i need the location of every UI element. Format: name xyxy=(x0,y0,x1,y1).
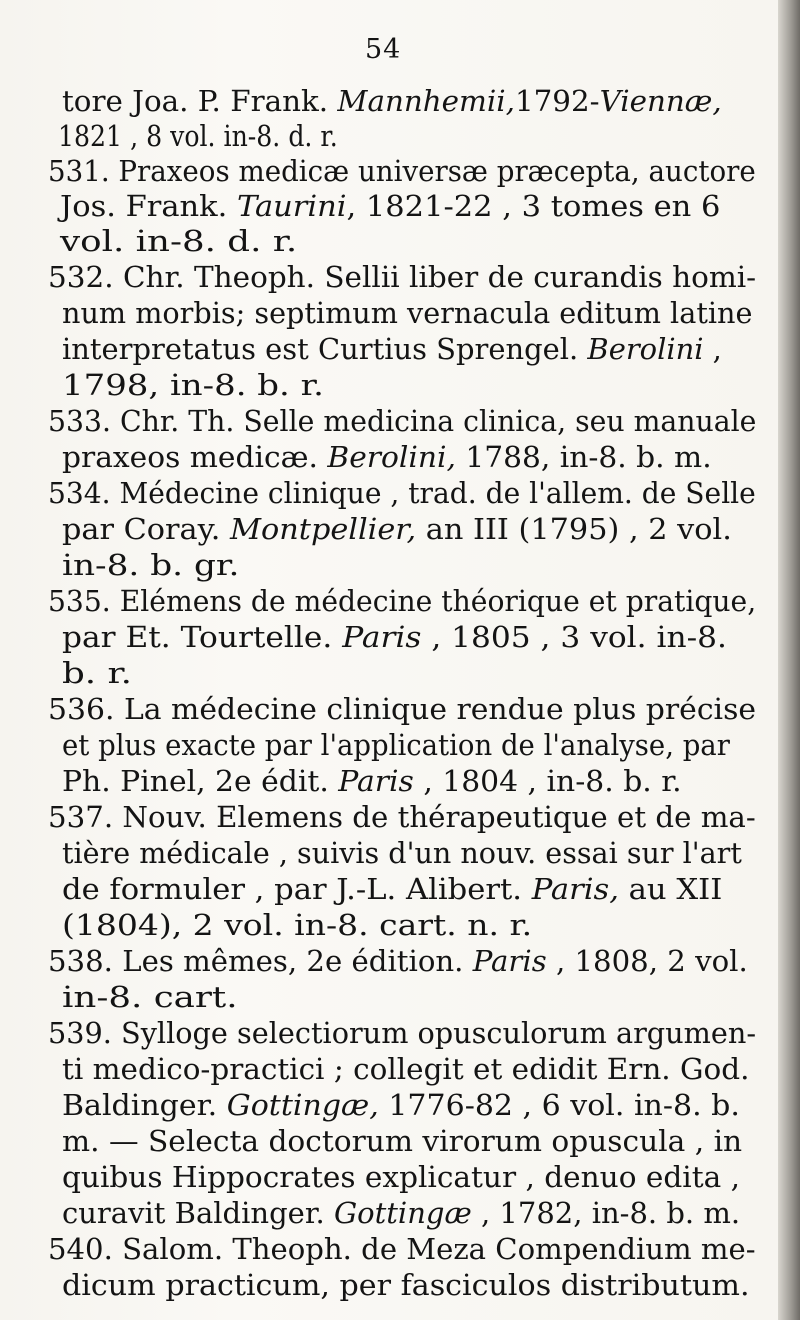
text-line xyxy=(48,154,756,190)
text-line xyxy=(62,440,712,476)
text-line xyxy=(60,224,297,260)
text-segment: 532. Chr. Theoph. Sellii liber de curandis homi- xyxy=(48,261,757,294)
text-segment: ti medico-practici ; collegit et edidit Ern. God. xyxy=(62,1053,750,1086)
text-segment: 534. Médecine clinique , trad. de l'allem. de Selle xyxy=(48,477,756,510)
text-segment: curavit Baldinger. xyxy=(62,1197,334,1230)
text-segment: interpretatus est Curtius Sprengel. xyxy=(62,333,588,366)
text-segment: 538. Les mêmes, 2e édition. xyxy=(48,945,473,978)
italic-place-name: Viennæ, xyxy=(599,85,722,118)
text-line xyxy=(48,692,756,728)
text-line xyxy=(62,1160,740,1196)
italic-place-name: Taurini xyxy=(237,190,347,223)
text-line xyxy=(62,1124,742,1160)
text-line xyxy=(48,944,748,980)
text-segment: , 1821-22 , 3 tomes en 6 xyxy=(346,190,721,223)
text-segment: par Coray. xyxy=(62,513,230,546)
text-line xyxy=(62,1088,740,1124)
text-segment: tore Joa. P. Frank. xyxy=(62,85,338,118)
text-segment: vol. in-8. d. r. xyxy=(60,225,298,258)
text-line xyxy=(62,1268,750,1304)
text-segment: Jos. Frank. xyxy=(60,190,238,223)
text-segment: an III (1795) , 2 vol. xyxy=(416,513,732,546)
text-segment: 531. Praxeos medicæ universæ præcepta, auctore xyxy=(48,155,756,188)
text-segment: , 1782, in-8. b. m. xyxy=(471,1197,741,1230)
text-line xyxy=(62,548,239,584)
text-line xyxy=(62,332,722,368)
text-line xyxy=(60,189,720,225)
text-line xyxy=(48,1232,756,1268)
italic-place-name: Gottingæ xyxy=(333,1197,472,1230)
text-line xyxy=(48,404,756,440)
text-segment: 540. Salom. Theoph. de Meza Compendium me- xyxy=(48,1233,756,1266)
text-segment: de formuler , par J.-L. Alibert. xyxy=(62,873,532,906)
text-segment: , 1804 , in-8. b. r. xyxy=(413,765,682,798)
text-segment: 537. Nouv. Elemens de thérapeutique et de ma- xyxy=(48,801,756,834)
italic-place-name: Paris xyxy=(472,945,547,978)
italic-place-name: Paris xyxy=(342,621,422,654)
text-segment: tière médicale , suivis d'un nouv. essai sur l'art xyxy=(62,837,742,870)
text-segment: Baldinger. xyxy=(62,1089,227,1122)
text-segment: b. r. xyxy=(62,657,132,690)
text-line xyxy=(62,84,722,120)
italic-place-name: Montpellier, xyxy=(229,513,417,546)
italic-place-name: Mannhemii, xyxy=(337,85,515,118)
page-edge-shadow xyxy=(778,0,800,1320)
text-segment: 1788, in-8. b. m. xyxy=(455,441,712,474)
text-segment: in-8. b. gr. xyxy=(62,549,240,582)
text-line xyxy=(62,296,752,332)
italic-place-name: Paris, xyxy=(531,873,619,906)
text-line xyxy=(62,620,727,656)
text-segment: 536. La médecine clinique rendue plus précise xyxy=(48,693,757,726)
text-line xyxy=(62,656,132,692)
text-segment: quibus Hippocrates explicatur , denuo edita , xyxy=(62,1161,741,1194)
text-line xyxy=(62,1052,749,1088)
text-segment: 1821 , 8 vol. in-8. d. r. xyxy=(58,120,338,153)
text-line xyxy=(62,1196,740,1232)
italic-place-name: Berolini, xyxy=(327,441,456,474)
text-line xyxy=(48,800,756,836)
text-segment: 533. Chr. Th. Selle medicina clinica, seu manuale xyxy=(48,405,757,438)
text-line xyxy=(48,260,756,296)
text-line xyxy=(48,1016,756,1052)
text-line xyxy=(48,476,756,512)
italic-place-name: Paris xyxy=(338,765,414,798)
text-segment: , 1805 , 3 vol. in-8. xyxy=(421,621,727,654)
text-segment: , 1808, 2 vol. xyxy=(546,945,748,978)
text-segment: et plus exacte par l'application de l'analyse, par xyxy=(62,729,730,762)
text-segment: m. — Selecta doctorum virorum opuscula , in xyxy=(62,1125,743,1158)
text-segment: 535. Elémens de médecine théorique et pratique, xyxy=(48,585,757,618)
text-segment: par Et. Tourtelle. xyxy=(62,621,343,654)
text-segment: Ph. Pinel, 2e édit. xyxy=(62,765,339,798)
text-line xyxy=(62,980,238,1016)
italic-place-name: Berolini xyxy=(587,333,704,366)
text-line xyxy=(48,584,756,620)
italic-place-name: Gottingæ, xyxy=(226,1089,379,1122)
text-segment: in-8. cart. xyxy=(62,981,238,1014)
text-segment: dicum practicum, per fasciculos distributum. xyxy=(62,1269,750,1302)
text-segment: (1804), 2 vol. in-8. cart. n. r. xyxy=(62,909,533,942)
text-segment: 539. Sylloge selectiorum opusculorum argumen- xyxy=(48,1017,757,1050)
text-segment: au XII xyxy=(618,873,723,906)
text-segment: 1798, in-8. b. r. xyxy=(62,369,324,402)
text-line xyxy=(62,872,722,908)
text-segment: num morbis; septimum vernacula editum latine xyxy=(62,297,753,330)
text-segment: 1776-82 , 6 vol. in-8. b. xyxy=(378,1089,740,1122)
text-line xyxy=(62,512,732,548)
text-line xyxy=(62,836,742,872)
text-segment: , xyxy=(703,333,722,366)
page-number: 54 xyxy=(365,34,402,65)
text-line xyxy=(62,368,324,404)
text-line xyxy=(62,908,532,944)
text-line xyxy=(58,119,338,155)
text-line xyxy=(62,728,730,764)
text-line xyxy=(62,764,682,800)
text-segment: praxeos medicæ. xyxy=(62,441,328,474)
text-segment: 1792- xyxy=(514,85,600,118)
